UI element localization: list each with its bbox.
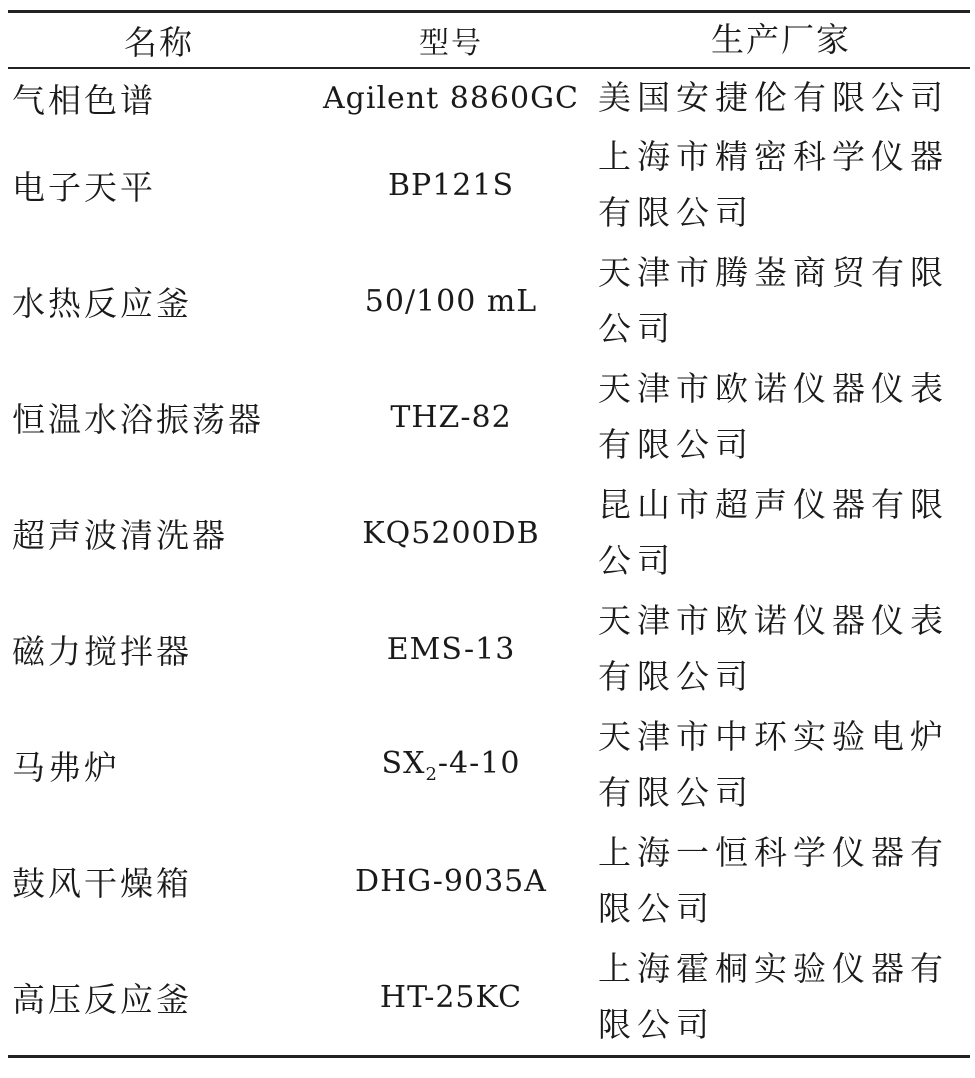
maker-line: 上海霍桐实验仪器有 bbox=[598, 949, 949, 988]
cell-name: 恒温水浴振荡器 bbox=[12, 399, 264, 439]
table-row bbox=[8, 939, 970, 1055]
cell-model: HT-25KC bbox=[379, 979, 523, 1015]
cell-name: 磁力搅拌器 bbox=[12, 631, 192, 671]
maker-line: 昆山市超声仪器有限 bbox=[598, 485, 949, 524]
maker-line: 上海市精密科学仪器 bbox=[598, 137, 949, 176]
header-model: 型号 bbox=[419, 26, 483, 61]
maker-line: 限公司 bbox=[598, 1005, 715, 1044]
model-rest: -4-10 bbox=[437, 745, 521, 781]
cell-maker bbox=[592, 941, 970, 1053]
cell-name: 超声波清洗器 bbox=[12, 515, 228, 555]
model-base: SX bbox=[381, 745, 426, 781]
cell-maker bbox=[592, 709, 970, 821]
header-name: 名称 bbox=[124, 22, 194, 62]
table-row bbox=[8, 243, 970, 359]
table-row bbox=[8, 69, 970, 127]
maker-line: 有限公司 bbox=[598, 773, 754, 812]
maker-line: 有限公司 bbox=[598, 657, 754, 696]
cell-maker bbox=[592, 477, 970, 589]
table-row bbox=[8, 707, 970, 823]
cell-model bbox=[310, 746, 592, 785]
header-maker: 生产厂家 bbox=[711, 20, 851, 59]
maker-line: 上海一恒科学仪器有 bbox=[598, 833, 949, 872]
maker-line: 有限公司 bbox=[598, 193, 754, 232]
equipment-table bbox=[8, 10, 970, 1058]
cell-model: DHG-9035A bbox=[355, 863, 547, 899]
maker-line: 有限公司 bbox=[598, 425, 754, 464]
table-row bbox=[8, 127, 970, 243]
table-row bbox=[8, 359, 970, 475]
cell-maker bbox=[592, 361, 970, 473]
maker-line: 公司 bbox=[598, 309, 676, 348]
cell-maker bbox=[592, 70, 970, 126]
maker-line: 天津市腾崟商贸有限 bbox=[598, 253, 949, 292]
cell-name: 电子天平 bbox=[12, 167, 156, 207]
cell-name: 高压反应釜 bbox=[12, 979, 192, 1019]
table-row bbox=[8, 475, 970, 591]
cell-maker bbox=[592, 245, 970, 357]
cell-name: 马弗炉 bbox=[12, 747, 120, 787]
cell-model: 50/100 mL bbox=[364, 283, 538, 319]
cell-model: KQ5200DB bbox=[362, 515, 540, 551]
table-row bbox=[8, 823, 970, 939]
cell-model: THZ-82 bbox=[390, 399, 512, 435]
table-row bbox=[8, 591, 970, 707]
model-subscript: 2 bbox=[425, 763, 438, 785]
maker-line: 天津市欧诺仪器仪表 bbox=[598, 601, 949, 640]
cell-model: EMS-13 bbox=[386, 631, 516, 667]
cell-maker bbox=[592, 593, 970, 705]
cell-maker bbox=[592, 129, 970, 241]
maker-line: 美国安捷伦有限公司 bbox=[598, 78, 949, 117]
maker-line: 天津市中环实验电炉 bbox=[598, 717, 949, 756]
table-header-row bbox=[8, 13, 970, 69]
cell-maker bbox=[592, 825, 970, 937]
maker-line: 公司 bbox=[598, 541, 676, 580]
maker-line: 天津市欧诺仪器仪表 bbox=[598, 369, 949, 408]
cell-name: 气相色谱 bbox=[12, 80, 156, 120]
cell-name: 水热反应釜 bbox=[12, 283, 192, 323]
cell-model: Agilent 8860GC bbox=[323, 80, 579, 116]
maker-line: 限公司 bbox=[598, 889, 715, 928]
cell-name: 鼓风干燥箱 bbox=[12, 863, 192, 903]
cell-model: BP121S bbox=[387, 167, 515, 203]
